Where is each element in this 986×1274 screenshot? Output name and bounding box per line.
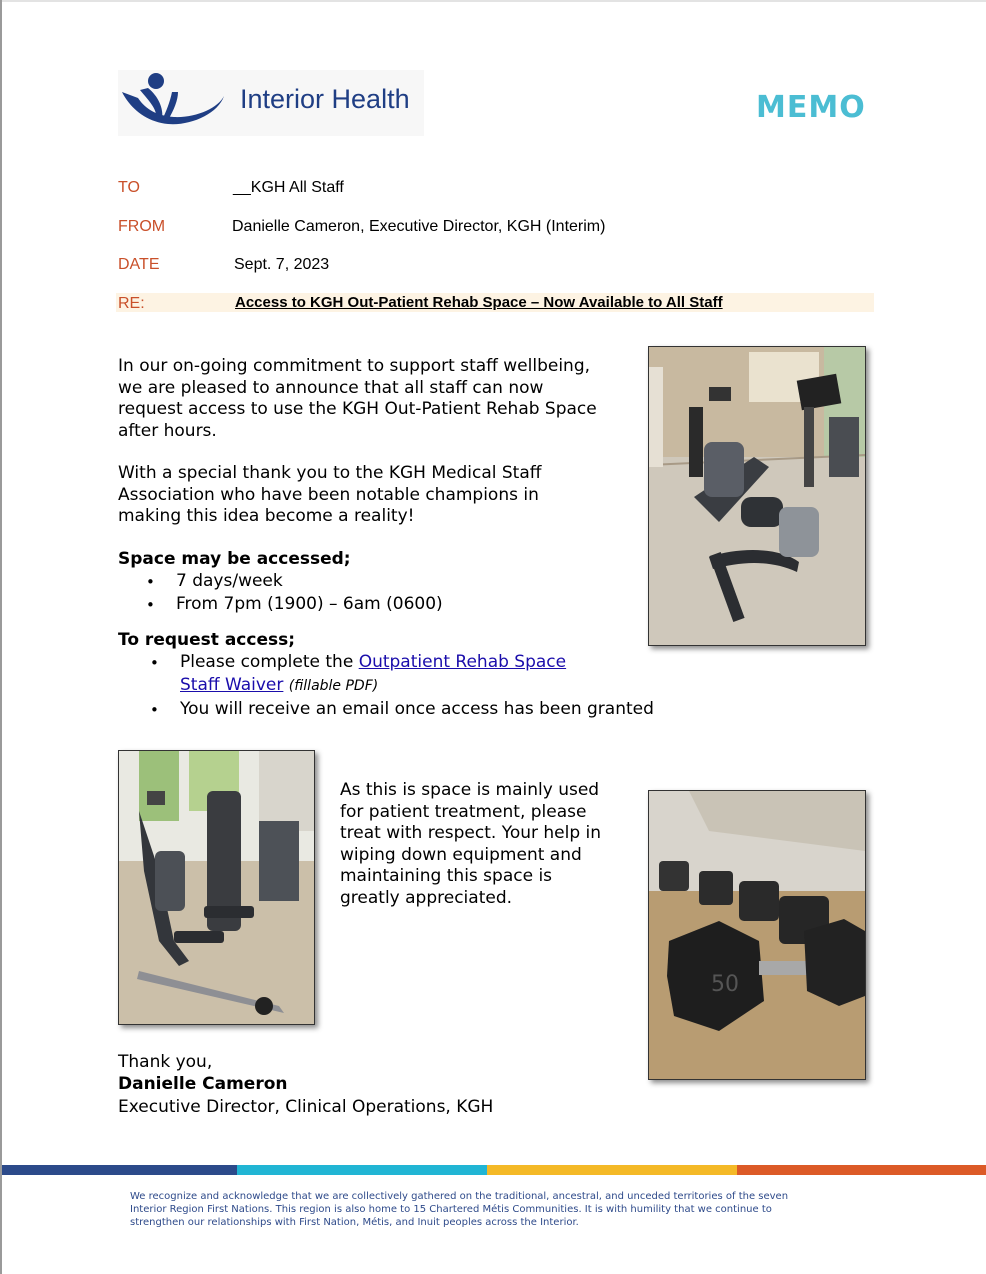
re-label: RE: bbox=[118, 295, 145, 312]
logo-org-name: Interior Health bbox=[240, 84, 410, 114]
bullet-dot: • bbox=[150, 654, 159, 672]
intro-line: request access to use the KGH Out-Patient Rehab Space bbox=[118, 399, 597, 419]
thanks-line: making this idea become a reality! bbox=[118, 506, 415, 526]
respect-line: treat with respect. Your help in bbox=[340, 823, 602, 843]
dumbbell-rack-image bbox=[649, 791, 865, 1079]
interior-health-logo-icon bbox=[118, 70, 238, 136]
closing: Thank you, bbox=[118, 1052, 213, 1072]
bullet-dot: • bbox=[146, 573, 155, 591]
access-item-hours: From 7pm (1900) – 6am (0600) bbox=[176, 594, 443, 614]
intro-paragraph bbox=[118, 356, 597, 442]
from-label: FROM bbox=[118, 218, 166, 235]
request-prefix: Please complete the bbox=[180, 652, 359, 672]
from-value: Danielle Cameron, Executive Director, KGH (Interim) bbox=[232, 218, 606, 235]
elliptical-image bbox=[119, 751, 314, 1024]
intro-line: In our on-going commitment to support staff wellbeing, bbox=[118, 356, 591, 376]
memo-title: MEMO bbox=[756, 90, 866, 125]
waiver-link-cont[interactable]: Staff Waiver bbox=[180, 675, 284, 695]
land-ack-line: We recognize and acknowledge that we are collectively gathered on the traditional, ancestral, and unceded territories of the seven bbox=[130, 1191, 789, 1202]
respect-line: As this is space is mainly used bbox=[340, 780, 600, 800]
waiver-link[interactable]: Outpatient Rehab Space bbox=[358, 652, 567, 672]
date-label: DATE bbox=[118, 256, 160, 273]
footer-stripe-orange bbox=[737, 1165, 986, 1175]
thanks-line: Association who have been notable champions in bbox=[118, 484, 539, 505]
bullet-dot: • bbox=[146, 596, 155, 614]
intro-line: we are pleased to announce that all staff can now bbox=[118, 377, 544, 398]
respect-line: wiping down equipment and bbox=[340, 844, 582, 865]
footer-stripe-navy bbox=[2, 1165, 237, 1175]
dumbbell-weight-label: 50 bbox=[711, 972, 739, 997]
respect-paragraph bbox=[340, 780, 601, 909]
land-ack-line: strengthen our relationships with First Nation, Métis, and Inuit peoples across the Interior. bbox=[130, 1217, 579, 1228]
elliptical-photo bbox=[118, 750, 315, 1025]
to-label: TO bbox=[118, 179, 140, 196]
request-heading: To request access; bbox=[118, 630, 296, 650]
exercise-bike-image bbox=[649, 347, 865, 645]
date-value: Sept. 7, 2023 bbox=[234, 256, 330, 273]
signer-name: Danielle Cameron bbox=[118, 1074, 288, 1094]
bullet-dot: • bbox=[150, 701, 159, 719]
request-item-waiver-cont bbox=[180, 675, 378, 698]
access-item-days: 7 days/week bbox=[176, 571, 283, 591]
thanks-paragraph bbox=[118, 463, 541, 528]
access-heading: Space may be accessed; bbox=[118, 549, 351, 569]
land-ack-line: Interior Region First Nations. This region is also home to 15 Chartered Métis Communities. It is with humility that we continue to bbox=[130, 1204, 772, 1215]
fillable-pdf-note: (fillable PDF) bbox=[288, 678, 379, 694]
land-acknowledgement bbox=[130, 1190, 830, 1229]
request-item-waiver bbox=[180, 652, 566, 674]
page-left-edge bbox=[0, 0, 2, 1274]
respect-line: for patient treatment, please bbox=[340, 801, 587, 822]
footer-stripe-yellow bbox=[487, 1165, 737, 1175]
re-subject: Access to KGH Out-Patient Rehab Space – Now Available to All Staff bbox=[235, 294, 723, 311]
signer-title: Executive Director, Clinical Operations, KGH bbox=[118, 1097, 494, 1117]
thanks-line: With a special thank you to the KGH Medical Staff bbox=[118, 463, 542, 483]
footer-stripe-teal bbox=[237, 1165, 487, 1175]
to-value: __KGH All Staff bbox=[233, 179, 344, 196]
dumbbells-photo bbox=[648, 790, 866, 1080]
respect-line: greatly appreciated. bbox=[340, 887, 513, 908]
respect-line: maintaining this space is bbox=[340, 866, 553, 886]
request-item-email: You will receive an email once access has been granted bbox=[180, 699, 654, 719]
page-top-edge bbox=[0, 0, 986, 2]
intro-line: after hours. bbox=[118, 420, 217, 441]
interior-health-logo bbox=[118, 70, 424, 136]
rehab-bike-photo bbox=[648, 346, 866, 646]
